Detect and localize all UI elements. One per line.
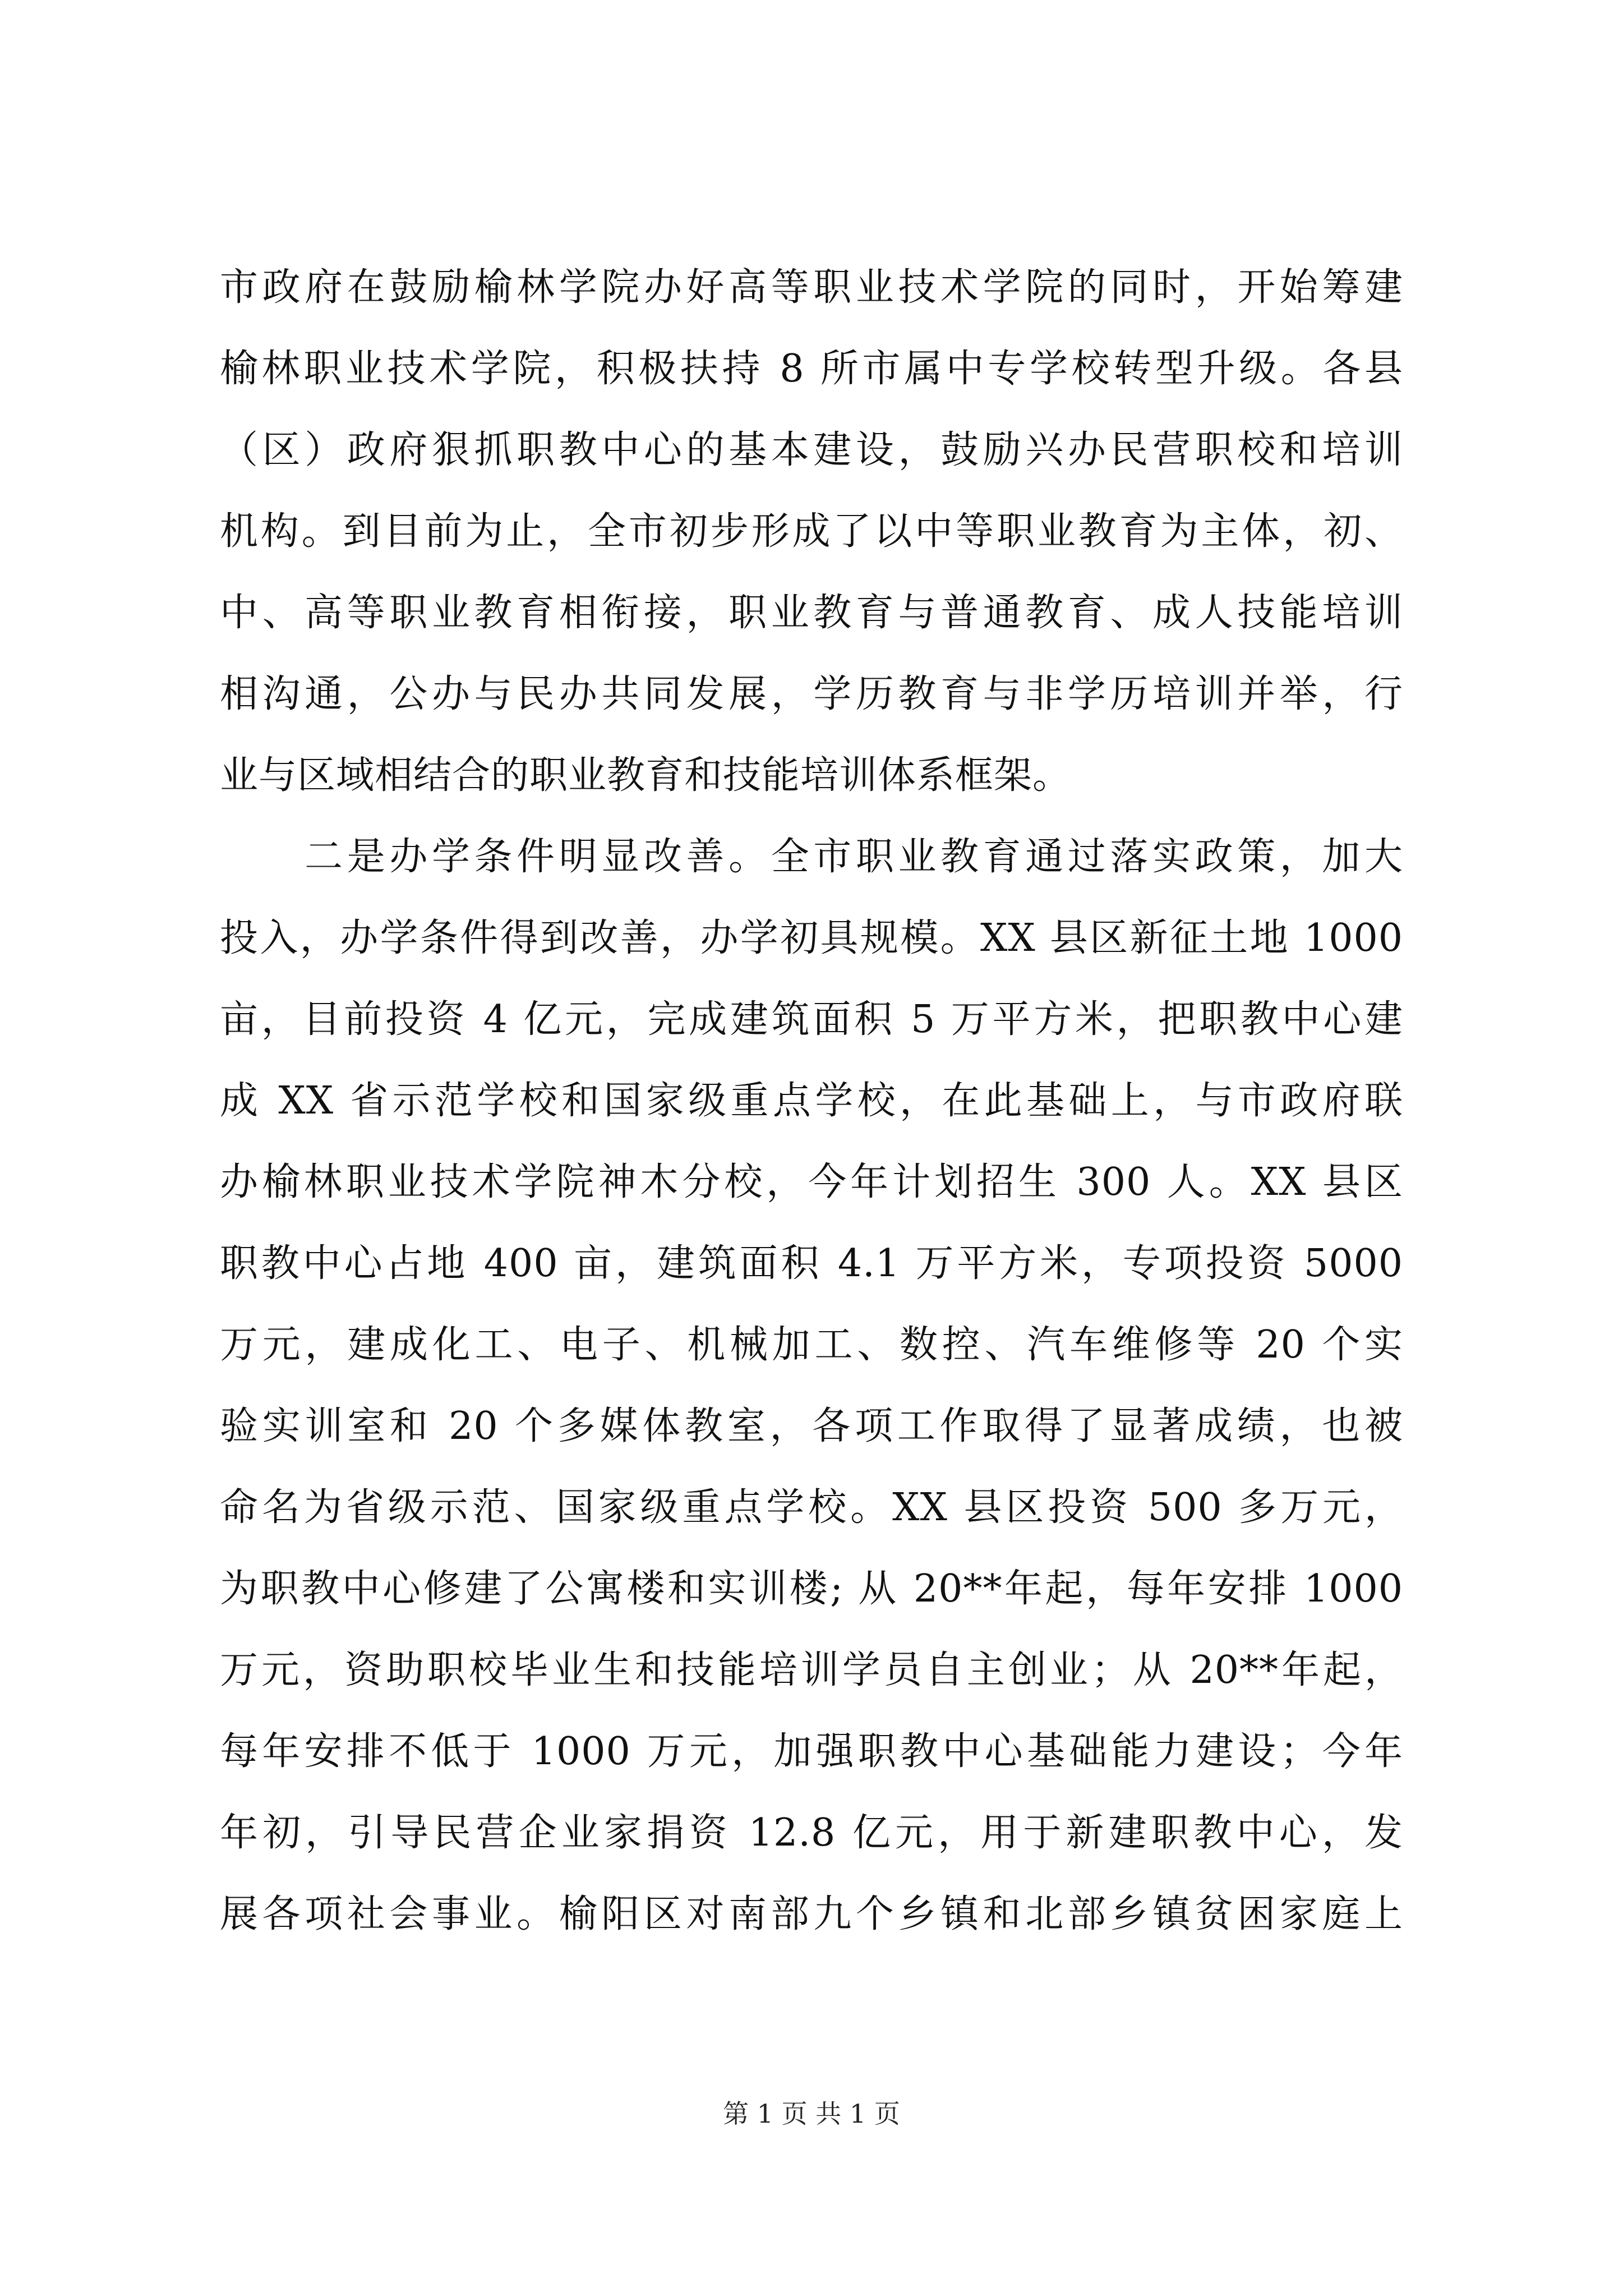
page-footer: 第 1 页 共 1 页 xyxy=(723,2099,900,2129)
paragraph-line: 为职教中心修建了公寓楼和实训楼; 从 20**年起，每年安排 1000 xyxy=(220,1567,1403,1611)
paragraph-line: 年初，引导民营企业家捐资 12.8 亿元，用于新建职教中心，发 xyxy=(220,1811,1403,1855)
paragraph-line: 职教中心占地 400 亩，建筑面积 4.1 万平方米，专项投资 5000 xyxy=(220,1241,1403,1286)
paragraph-line: 市政府在鼓励榆林学院办好高等职业技术学院的同时，开始筹建 xyxy=(220,265,1403,310)
paragraph-line: 办榆林职业技术学院神木分校，今年计划招生 300 人。XX 县区 xyxy=(220,1160,1403,1204)
paragraph-line: 万元，资助职校毕业生和技能培训学员自主创业；从 20**年起， xyxy=(220,1648,1403,1692)
paragraph-line: 成 XX 省示范学校和国家级重点学校，在此基础上，与市政府联 xyxy=(220,1079,1403,1123)
paragraph-line: 相沟通，公办与民办共同发展，学历教育与非学历培训并举，行 xyxy=(220,672,1403,716)
paragraph-line: 展各项社会事业。榆阳区对南部九个乡镇和北部乡镇贫困家庭上 xyxy=(220,1892,1403,1936)
paragraph-line: 二是办学条件明显改善。全市职业教育通过落实政策，加大 xyxy=(220,835,1403,879)
paragraph-line: 亩，目前投资 4 亿元，完成建筑面积 5 万平方米，把职教中心建 xyxy=(220,997,1403,1042)
paragraph-line: 验实训室和 20 个多媒体教室，各项工作取得了显著成绩，也被 xyxy=(220,1404,1403,1448)
paragraph-1 xyxy=(220,247,1403,816)
paragraph-line: 万元，建成化工、电子、机械加工、数控、汽车维修等 20 个实 xyxy=(220,1323,1403,1367)
paragraph-2 xyxy=(220,816,1403,1955)
paragraph-line: 中、高等职业教育相衔接，职业教育与普通教育、成人技能培训 xyxy=(220,591,1403,635)
paragraph-line: 命名为省级示范、国家级重点学校。XX 县区投资 500 多万元， xyxy=(220,1485,1403,1530)
paragraph-line: 投入，办学条件得到改善，办学初具规模。XX 县区新征土地 1000 xyxy=(220,916,1403,960)
paragraph-line: （区）政府狠抓职教中心的基本建设，鼓励兴办民营职校和培训 xyxy=(220,428,1403,472)
paragraph-line: 业与区域相结合的职业教育和技能培训体系框架。 xyxy=(220,753,1072,798)
paragraph-line: 榆林职业技术学院，积极扶持 8 所市属中专学校转型升级。各县 xyxy=(220,347,1403,391)
paragraph-line: 每年安排不低于 1000 万元，加强职教中心基础能力建设；今年 xyxy=(220,1729,1403,1774)
paragraph-line: 机构。到目前为止，全市初步形成了以中等职业教育为主体，初、 xyxy=(220,509,1403,554)
document-body xyxy=(220,247,1403,1955)
